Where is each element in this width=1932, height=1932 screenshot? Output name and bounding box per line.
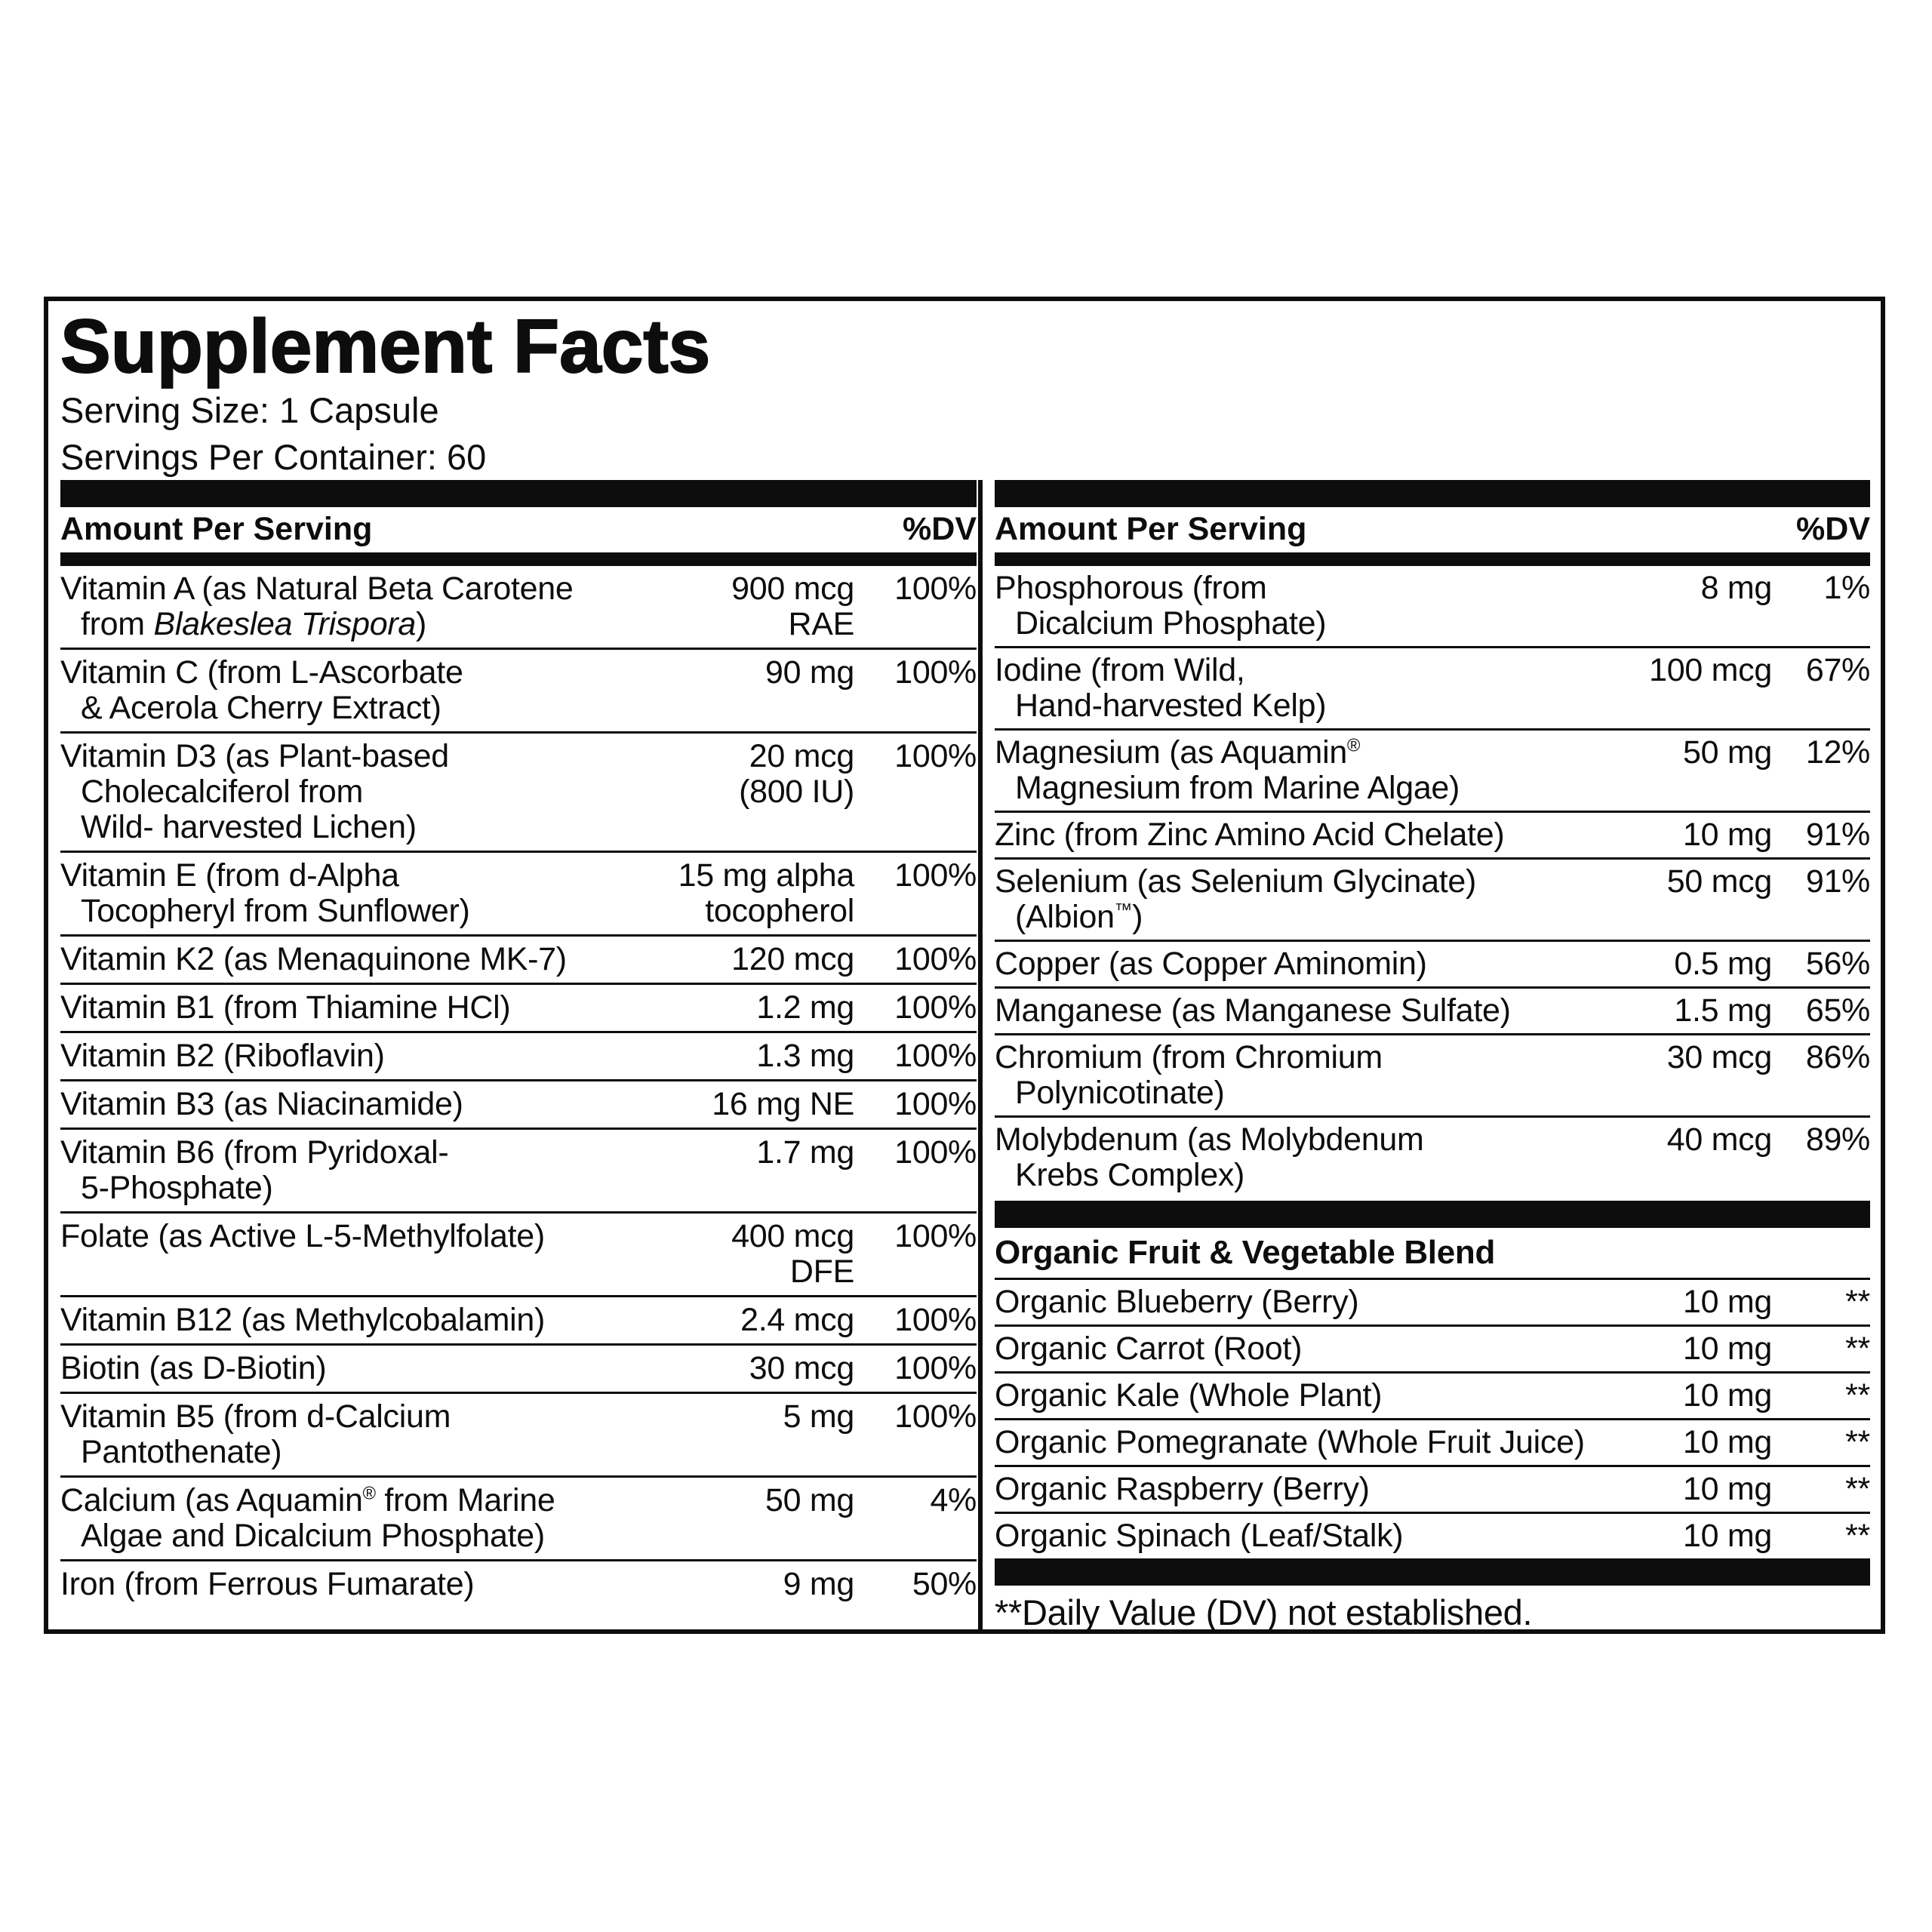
right-dv-label: %DV: [1796, 510, 1870, 547]
ingredient-dv: 4%: [930, 1481, 977, 1518]
ingredient-amount: 40 mcg: [1666, 1121, 1772, 1158]
ingredient-name: [60, 571, 649, 642]
ingredient-dv: 100%: [894, 1398, 977, 1435]
ingredient-row: [995, 646, 1870, 728]
ingredient-dv: 91%: [1805, 816, 1870, 853]
right-amount-per-serving-label: Amount Per Serving: [995, 510, 1307, 547]
ingredient-amount: 10 mg: [1682, 1423, 1772, 1460]
ingredient-name-line: Vitamin A (as Natural Beta Carotene: [60, 570, 574, 607]
ingredient-dv: 89%: [1805, 1121, 1870, 1158]
ingredient-amount: 10 mg: [1682, 1330, 1772, 1367]
right-column: [983, 480, 1881, 1632]
ingredient-amount: 0.5 mg: [1674, 945, 1772, 982]
ingredient-name-line: Tocopheryl from Sunflower): [81, 892, 470, 929]
ingredient-dv: **: [1845, 1330, 1870, 1367]
ingredient-name-line: Selenium (as Selenium Glycinate): [995, 863, 1477, 900]
ingredient-amount: 5 mg: [783, 1398, 854, 1435]
ingredient-name: [60, 942, 649, 977]
ingredient-name: [995, 946, 1591, 982]
ingredient-amount: 1.5 mg: [1674, 992, 1772, 1029]
ingredient-name-line: Molybdenum (as Molybdenum: [995, 1121, 1424, 1158]
ingredient-amount: 16 mg NE: [712, 1085, 854, 1122]
ingredient-amount: 100 mcg: [1649, 651, 1772, 688]
ingredient-dv: 12%: [1805, 734, 1870, 771]
ingredient-name-line: Organic Blueberry (Berry): [995, 1283, 1359, 1320]
ingredient-name-line: Vitamin C (from L-Ascorbate: [60, 654, 463, 691]
ingredient-row: [995, 811, 1870, 857]
ingredient-name: [60, 739, 649, 845]
ingredient-amount: 10 mg: [1682, 1470, 1772, 1507]
ingredient-name: [995, 993, 1591, 1029]
ingredient-row: [995, 1115, 1870, 1198]
left-column: [48, 480, 978, 1629]
ingredient-amount: 400 mcg DFE: [731, 1217, 854, 1290]
ingredient-dv: **: [1845, 1423, 1870, 1460]
ingredient-name: [60, 655, 649, 726]
ingredient-name: [995, 817, 1591, 853]
ingredient-name: [995, 1425, 1591, 1460]
ingredient-dv: 100%: [894, 570, 977, 607]
ingredient-name: [995, 1472, 1591, 1507]
left-dv-label: %DV: [903, 510, 977, 547]
ingredient-row: [995, 986, 1870, 1033]
ingredient-row: [995, 1371, 1870, 1418]
ingredient-row: [995, 940, 1870, 986]
left-header-bar: [60, 552, 977, 566]
ingredient-name-line: Magnesium (as Aquamin®: [995, 734, 1361, 771]
left-column-header: [60, 507, 977, 552]
ingredient-name-line: Hand-harvested Kelp): [1015, 687, 1327, 724]
ingredient-dv: 100%: [894, 1085, 977, 1122]
ingredient-name-line: Phosphorous (from: [995, 569, 1267, 606]
ingredient-amount: 8 mg: [1700, 569, 1772, 606]
ingredient-row: [60, 1295, 977, 1343]
ingredient-amount: 30 mcg: [1666, 1038, 1772, 1075]
ingredient-name: [60, 1399, 649, 1470]
ingredient-name-line: Zinc (from Zinc Amino Acid Chelate): [995, 816, 1505, 853]
ingredient-amount: 1.3 mg: [756, 1037, 854, 1074]
ingredient-name: [995, 1331, 1591, 1367]
ingredient-row: [60, 1128, 977, 1211]
ingredient-dv: 100%: [894, 857, 977, 894]
ingredient-amount: 10 mg: [1682, 1283, 1772, 1320]
right-column-header: [995, 507, 1870, 552]
ingredient-name: [60, 1038, 649, 1074]
ingredient-name-line: Dicalcium Phosphate): [1015, 605, 1327, 641]
ingredient-name-line: Vitamin B12 (as Methylcobalamin): [60, 1301, 546, 1338]
ingredient-dv: 100%: [894, 1217, 977, 1254]
ingredient-name-line: Krebs Complex): [1015, 1156, 1245, 1193]
ingredient-name: [60, 990, 649, 1026]
ingredient-row: [995, 1033, 1870, 1115]
ingredient-row: [995, 1418, 1870, 1465]
ingredient-name: [995, 1518, 1591, 1554]
ingredient-dv: 100%: [894, 1301, 977, 1338]
ingredient-name-line: Chromium (from Chromium: [995, 1038, 1383, 1075]
footnote-bar: [995, 1558, 1870, 1586]
ingredient-name: [995, 735, 1591, 806]
ingredient-name-line: Iodine (from Wild,: [995, 651, 1245, 688]
ingredient-name-line: Organic Carrot (Root): [995, 1330, 1303, 1367]
ingredient-row: [60, 648, 977, 731]
ingredient-row: [60, 1079, 977, 1128]
blend-top-bar: [995, 1201, 1870, 1228]
ingredient-name-line: Vitamin B6 (from Pyridoxal-: [60, 1134, 449, 1171]
ingredient-name-line: Vitamin B5 (from d-Calcium: [60, 1398, 451, 1435]
ingredient-name-line: (Albion™): [1015, 898, 1143, 935]
ingredient-name: [60, 1135, 649, 1206]
ingredient-row: [995, 857, 1870, 940]
ingredient-name-line: Vitamin B1 (from Thiamine HCl): [60, 989, 511, 1026]
ingredient-name-line: Vitamin K2 (as Menaquinone MK-7): [60, 940, 567, 977]
ingredient-row: [60, 731, 977, 851]
ingredient-name-line: Organic Raspberry (Berry): [995, 1470, 1370, 1507]
ingredient-dv: **: [1845, 1517, 1870, 1554]
ingredient-name: [995, 1378, 1591, 1414]
ingredient-row: [60, 1343, 977, 1392]
footnote-text: **Daily Value (DV) not established.: [995, 1592, 1533, 1632]
ingredient-amount: 10 mg: [1682, 816, 1772, 853]
ingredient-dv: 67%: [1805, 651, 1870, 688]
ingredient-row: [995, 566, 1870, 646]
blend-rows: [995, 1280, 1870, 1558]
ingredient-dv: **: [1845, 1377, 1870, 1414]
ingredient-dv: 100%: [894, 1037, 977, 1074]
ingredient-name: [60, 1483, 649, 1554]
ingredient-amount: 10 mg: [1682, 1517, 1772, 1554]
ingredient-name-line: Organic Kale (Whole Plant): [995, 1377, 1383, 1414]
ingredient-row: [60, 1559, 977, 1607]
ingredient-row: [60, 1392, 977, 1475]
ingredient-name: [60, 1219, 649, 1254]
ingredient-dv: 1%: [1823, 569, 1870, 606]
ingredient-name-line: Calcium (as Aquamin® from Marine: [60, 1481, 555, 1518]
servings-per-container: Servings Per Container: 60: [60, 437, 487, 478]
ingredient-row: [60, 1211, 977, 1295]
ingredient-amount: 30 mcg: [749, 1349, 854, 1386]
ingredient-dv: **: [1845, 1283, 1870, 1320]
ingredient-dv: 65%: [1805, 992, 1870, 1029]
ingredient-name-line: Cholecalciferol from: [81, 773, 363, 810]
ingredient-dv: **: [1845, 1470, 1870, 1507]
ingredient-row: [995, 728, 1870, 811]
ingredient-row: [60, 566, 977, 648]
ingredient-name: [995, 571, 1591, 641]
footnote-block: [995, 1558, 1870, 1633]
supplement-facts-label: [44, 297, 1885, 1634]
ingredient-row: [995, 1280, 1870, 1324]
ingredient-row: [60, 934, 977, 983]
ingredient-name-line: Algae and Dicalcium Phosphate): [81, 1517, 545, 1554]
ingredient-name: [60, 1087, 649, 1122]
ingredient-name-line: from Blakeslea Trispora): [81, 605, 426, 642]
ingredient-row: [60, 851, 977, 934]
ingredient-row: [60, 983, 977, 1031]
ingredient-name: [60, 858, 649, 929]
ingredient-row: [995, 1324, 1870, 1371]
ingredient-dv: 100%: [894, 654, 977, 691]
ingredient-name: [995, 1122, 1591, 1193]
ingredient-dv: 56%: [1805, 945, 1870, 982]
ingredient-dv: 100%: [894, 940, 977, 977]
ingredient-amount: 2.4 mcg: [740, 1301, 854, 1338]
ingredient-dv: 100%: [894, 1349, 977, 1386]
ingredient-amount: 900 mcg RAE: [731, 570, 854, 642]
ingredient-amount: 120 mcg: [731, 940, 854, 977]
ingredient-name: [60, 1567, 649, 1602]
blend-header: Organic Fruit & Vegetable Blend: [995, 1228, 1870, 1280]
ingredient-dv: 100%: [894, 737, 977, 774]
serving-size: Serving Size: 1 Capsule: [60, 390, 439, 430]
ingredient-name-line: Folate (as Active L-5-Methylfolate): [60, 1217, 545, 1254]
right-header-bar: [995, 552, 1870, 566]
ingredient-name: [60, 1351, 649, 1386]
ingredient-name-line: Pantothenate): [81, 1433, 282, 1470]
left-amount-per-serving-label: Amount Per Serving: [60, 510, 373, 547]
ingredient-amount: 9 mg: [783, 1565, 854, 1602]
ingredient-amount: 15 mg alpha tocopherol: [678, 857, 854, 929]
ingredient-name-line: Vitamin D3 (as Plant-based: [60, 737, 449, 774]
ingredient-dv: 100%: [894, 989, 977, 1026]
ingredient-dv: 100%: [894, 1134, 977, 1171]
left-top-bar: [60, 480, 977, 507]
ingredient-row: [60, 1031, 977, 1079]
ingredient-row: [995, 1512, 1870, 1558]
ingredient-amount: 50 mg: [1682, 734, 1772, 771]
ingredient-name-line: Polynicotinate): [1015, 1074, 1225, 1111]
ingredient-dv: 50%: [912, 1565, 977, 1602]
left-ingredient-rows: [60, 566, 977, 1607]
ingredient-name-line: & Acerola Cherry Extract): [81, 689, 441, 726]
ingredient-name: [60, 1303, 649, 1338]
ingredient-name: [995, 864, 1591, 935]
ingredient-name-line: Vitamin B3 (as Niacinamide): [60, 1085, 463, 1122]
ingredient-name-line: Biotin (as D-Biotin): [60, 1349, 327, 1386]
ingredient-name-line: Organic Spinach (Leaf/Stalk): [995, 1517, 1404, 1554]
label-title: Supplement Facts: [60, 304, 711, 389]
ingredient-name-line: Wild- harvested Lichen): [81, 808, 417, 845]
ingredient-dv: 86%: [1805, 1038, 1870, 1075]
label-header: [48, 301, 1881, 480]
ingredient-name-line: Vitamin B2 (Riboflavin): [60, 1037, 385, 1074]
ingredient-name-line: Magnesium from Marine Algae): [1015, 769, 1460, 806]
ingredient-name-line: Organic Pomegranate (Whole Fruit Juice): [995, 1423, 1585, 1460]
ingredient-amount: 90 mg: [764, 654, 854, 691]
columns: [48, 480, 1881, 1632]
ingredient-amount: 20 mcg (800 IU): [739, 737, 854, 810]
ingredient-amount: 50 mg: [764, 1481, 854, 1518]
ingredient-dv: 91%: [1805, 863, 1870, 900]
ingredient-amount: 50 mcg: [1666, 863, 1772, 900]
ingredient-name-line: Iron (from Ferrous Fumarate): [60, 1565, 475, 1602]
right-top-bar: [995, 480, 1870, 507]
ingredient-name-line: Vitamin E (from d-Alpha: [60, 857, 399, 894]
ingredient-name-line: 5-Phosphate): [81, 1169, 273, 1206]
ingredient-row: [60, 1475, 977, 1559]
ingredient-name: [995, 1284, 1591, 1320]
right-ingredient-rows: [995, 566, 1870, 1198]
ingredient-amount: 10 mg: [1682, 1377, 1772, 1414]
ingredient-name-line: Manganese (as Manganese Sulfate): [995, 992, 1511, 1029]
ingredient-name: [995, 653, 1591, 724]
ingredient-amount: 1.2 mg: [756, 989, 854, 1026]
ingredient-name-line: Copper (as Copper Aminomin): [995, 945, 1427, 982]
ingredient-row: [995, 1465, 1870, 1512]
ingredient-amount: 1.7 mg: [756, 1134, 854, 1171]
ingredient-name: [995, 1040, 1591, 1111]
